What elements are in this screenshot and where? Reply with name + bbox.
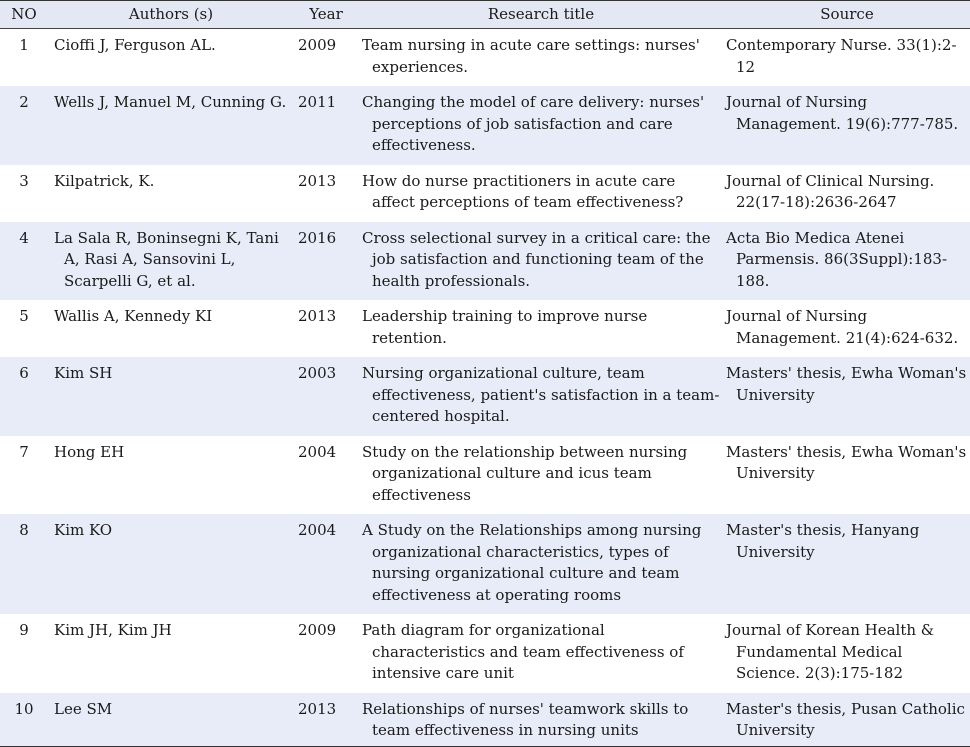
table-row: [0, 357, 970, 436]
table-row: [0, 614, 970, 693]
table-row: [0, 693, 970, 747]
cell-source: Master's thesis, Pusan Catholic University: [724, 693, 970, 747]
cell-source: Acta Bio Medica Atenei Parmensis. 86(3Suppl):183-188.: [726, 228, 948, 290]
cell-source: Masters' thesis, Ewha Woman's University: [726, 442, 967, 482]
header-row: [0, 1, 970, 29]
cell-year: 2013: [294, 693, 358, 747]
table-header: [0, 1, 970, 29]
cell-authors: Kim SH: [54, 364, 113, 382]
cell-year: 2013: [298, 307, 337, 325]
cell-title: Path diagram for organizational characteristics and team effectiveness of intensive care unit: [362, 621, 684, 682]
cell-no: 4: [19, 228, 29, 247]
table-row: [0, 222, 970, 301]
cell-year: 2003: [298, 364, 337, 382]
cell-title: Nursing organizational culture, team effectiveness, patient's satisfaction in a team-centered hospital.: [362, 364, 720, 425]
table-body: [0, 29, 970, 747]
cell-title: Study on the relationship between nursing organizational culture and icus team effectiveness: [362, 442, 688, 504]
cell-no: 3: [19, 171, 29, 190]
header-source: Source: [724, 1, 970, 29]
cell-authors: Kim JH, Kim JH: [54, 621, 172, 639]
cell-title: Relationships of nurses' teamwork skills to team effectiveness in nursing units: [358, 693, 724, 747]
cell-year: 2004: [298, 521, 337, 539]
cell-title: Team nursing in acute care settings: nurses' experiences.: [362, 36, 700, 76]
cell-title: Cross selectional survey in a critical care: the job satisfaction and functioning team of the health professionals.: [362, 228, 711, 290]
cell-no: 2: [19, 93, 29, 111]
cell-year: 2013: [298, 171, 337, 190]
cell-authors: Kim KO: [54, 521, 113, 539]
table-row: [0, 514, 970, 614]
table-row: [0, 29, 970, 87]
table-row: [0, 165, 970, 222]
cell-no: 1: [19, 36, 29, 54]
cell-source: Journal of Nursing Management. 21(4):624-632.: [726, 307, 959, 347]
cell-year: 2016: [298, 228, 337, 247]
cell-source: Journal of Clinical Nursing. 22(17-18):2636-2647: [726, 171, 935, 211]
cell-source: Master's thesis, Hanyang University: [726, 521, 920, 561]
cell-authors: Kilpatrick, K.: [54, 171, 155, 190]
cell-no: 10: [0, 693, 48, 747]
cell-source: Journal of Korean Health & Fundamental Medical Science. 2(3):175-182: [726, 621, 935, 682]
cell-no: 5: [19, 307, 29, 325]
cell-authors: Lee SM: [48, 693, 294, 747]
cell-title: Leadership training to improve nurse retention.: [362, 307, 648, 347]
cell-year: 2011: [298, 93, 337, 111]
cell-authors: Wells J, Manuel M, Cunning G.: [54, 93, 287, 111]
cell-source: Contemporary Nurse. 33(1):2-12: [726, 36, 957, 76]
cell-title: A Study on the Relationships among nursing organizational characteristics, types of nursing organizational culture and team effectiveness at operating rooms: [362, 521, 702, 604]
cell-authors: Wallis A, Kennedy KI: [54, 307, 213, 325]
cell-no: 8: [19, 521, 29, 539]
header-no: NO: [0, 1, 48, 29]
table-row: [0, 86, 970, 165]
cell-title: How do nurse practitioners in acute care affect perceptions of team effectiveness?: [362, 171, 684, 211]
cell-authors: Cioffi J, Ferguson AL.: [54, 36, 216, 54]
cell-authors: La Sala R, Boninsegni K, Tani A, Rasi A, Sansovini L, Scarpelli G, et al.: [54, 228, 279, 290]
cell-no: 9: [19, 621, 29, 639]
cell-year: 2004: [298, 442, 337, 461]
cell-source: Masters' thesis, Ewha Woman's University: [726, 364, 967, 404]
table-row: [0, 300, 970, 357]
cell-no: 7: [19, 442, 29, 461]
cell-no: 6: [19, 364, 29, 382]
header-title: Research title: [358, 1, 724, 29]
cell-title: Changing the model of care delivery: nurses' perceptions of job satisfaction and care effectiveness.: [362, 93, 705, 154]
cell-year: 2009: [298, 621, 337, 639]
cell-year: 2009: [298, 36, 337, 54]
header-year: Year: [294, 1, 358, 29]
cell-source: Journal of Nursing Management. 19(6):777-785.: [726, 93, 959, 133]
table-row: [0, 436, 970, 515]
cell-authors: Hong EH: [54, 442, 125, 461]
header-authors: Authors (s): [48, 1, 294, 29]
